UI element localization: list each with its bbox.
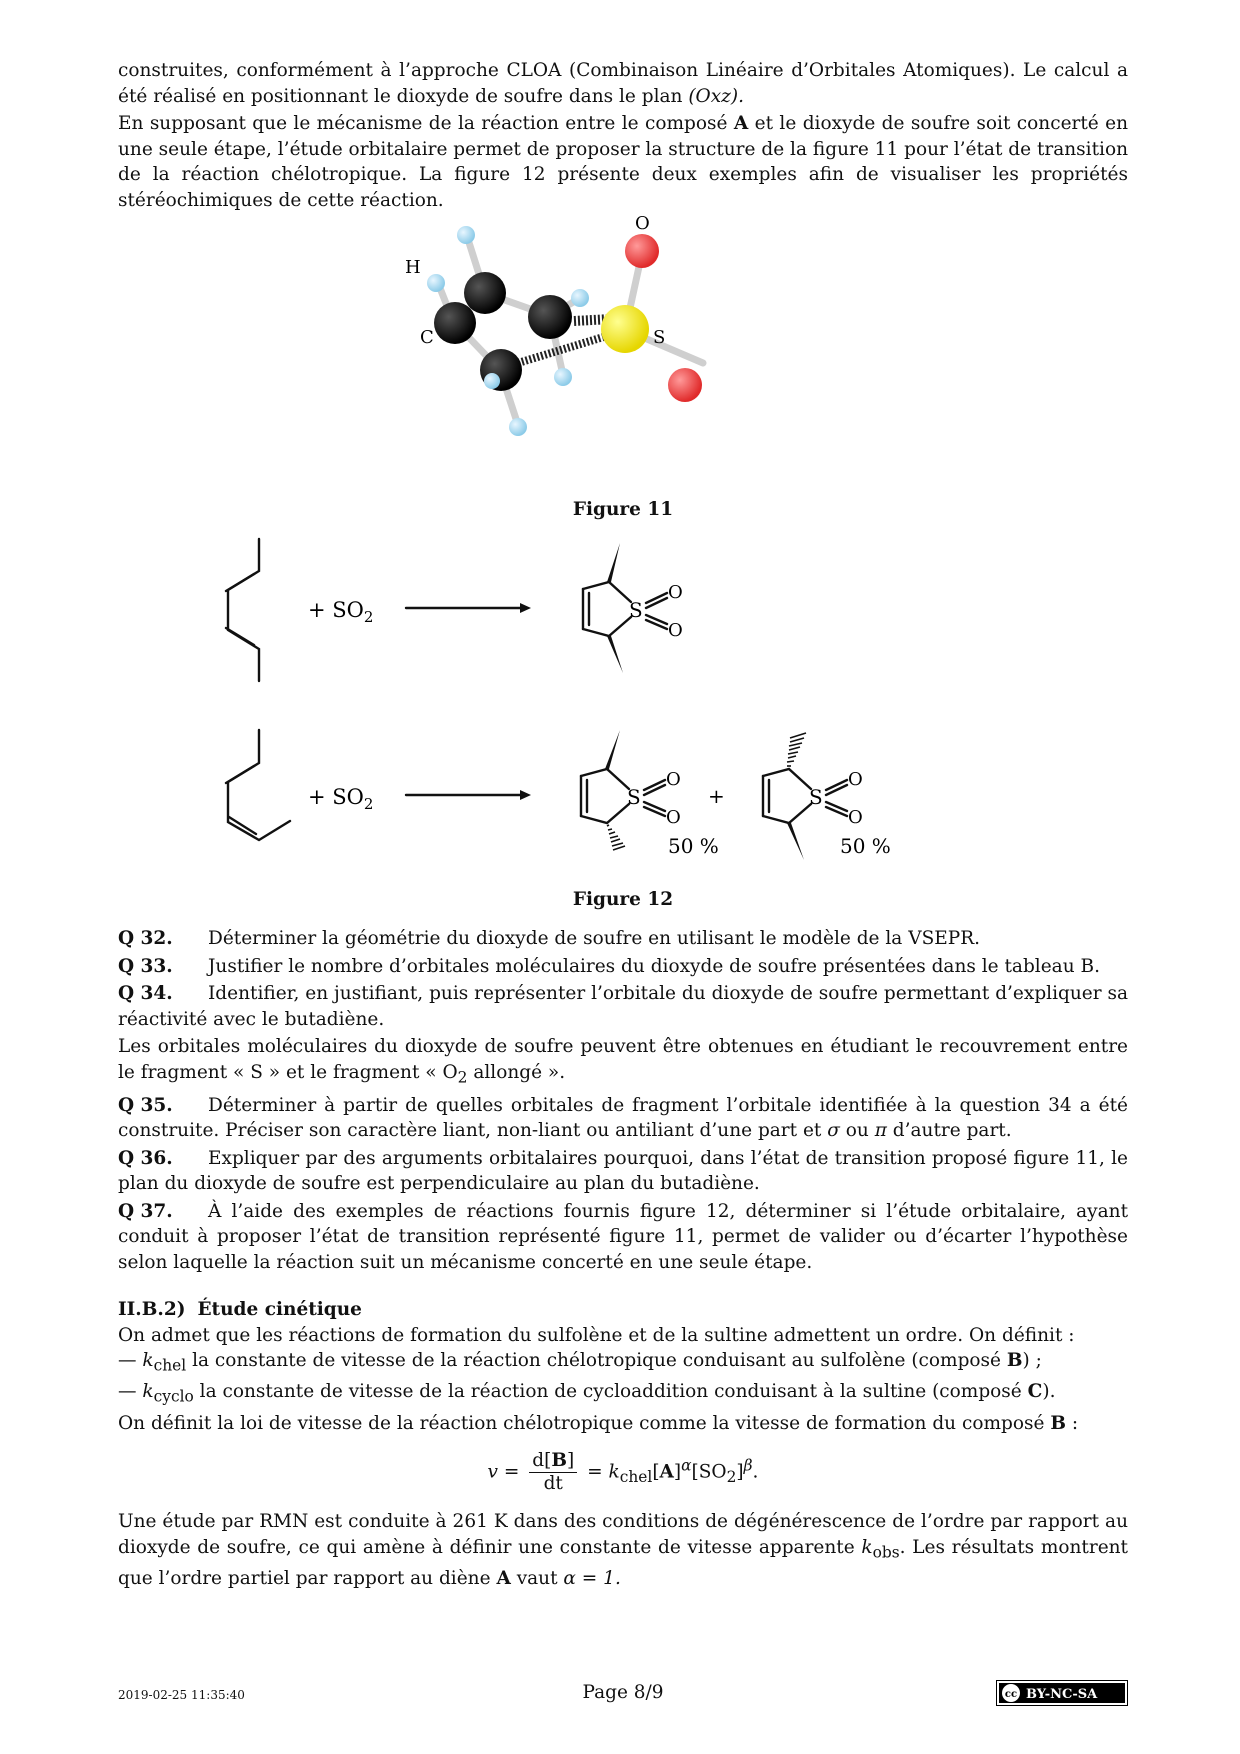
figure-12: [118, 533, 1128, 953]
sulfolene-product-2a: [581, 769, 665, 823]
question-35: Q 35. Déterminer à partir de quelles orbitales de fragment l’orbitale identifiée à la question 34 a été construite. Préciser son caractère liant, non-liant ou antiliant d’une part et σ ou π d’autre part.: [118, 1094, 1128, 1142]
yield-right: 50 %: [840, 833, 891, 858]
wedge-bond: [605, 730, 620, 769]
hydrogen-atom: [484, 373, 500, 389]
reaction-scheme: [118, 533, 1128, 893]
section-heading: II.B.2) Étude cinétique: [118, 1299, 362, 1321]
atom-O: O: [668, 619, 683, 641]
sulfolene-product-2b: [763, 769, 847, 823]
page-number: Page 8/9: [582, 1682, 664, 1703]
hash-bond: [787, 733, 806, 766]
carbon-atom: [464, 272, 506, 314]
paragraph-mechanism: En supposant que le mécanisme de la réaction entre le composé A et le dioxyde de soufre soit concerté en une seule étape, l’étude orbitalaire permet de proposer la structure de la figure 11 pour l’état de transition de la réaction chélotropique. La figure 12 présente deux exemples afin de visualiser les propriétés stéréochimiques de cette réaction.: [118, 113, 1129, 211]
arrowhead: [520, 603, 531, 613]
license-badge: [996, 1680, 1128, 1706]
atom-S: S: [809, 784, 823, 809]
definition-kcyclo: — $k_{cyclo}$ la constante de vitesse de la réaction de cycloaddition conduisant à la sultine (composé C).: [118, 1381, 1056, 1407]
sulfur-atom: [601, 305, 649, 353]
oxygen-atom: [668, 368, 702, 402]
wedge-bond: [607, 636, 623, 673]
hydrogen-atom: [427, 274, 445, 292]
so2-reagent-2: + $SO_2$: [308, 784, 374, 813]
atom-S: S: [627, 784, 641, 809]
atom-S: S: [629, 597, 643, 622]
plus-sign: +: [708, 783, 725, 808]
label-S: S: [653, 327, 666, 348]
so2-reagent-1: + $SO_2$: [308, 597, 374, 626]
license-text: BY-NC-SA: [1026, 1687, 1098, 1702]
paragraph-cloa: construites, conformément à l’approche CLOA (Combinaison Linéaire d’Orbitales Atomiques). Le calcul a été réalisé en positionnant le dioxyde de soufre dans le plan (Oxz).: [118, 60, 1128, 107]
wedge-bond: [607, 543, 620, 582]
atom-O: O: [666, 768, 681, 790]
svg-text:cc: cc: [1004, 1689, 1018, 1700]
questions-block: [118, 926, 1128, 1275]
oxygen-atom: [625, 234, 659, 268]
figure-12-caption: Figure 12: [572, 888, 674, 910]
atom-O: O: [848, 806, 863, 828]
yield-left: 50 %: [668, 833, 719, 858]
wedge-bond: [787, 823, 804, 860]
atom-O: O: [848, 768, 863, 790]
transition-state-model: [118, 213, 1128, 503]
page-content: [118, 58, 1128, 1591]
diene-ez: [226, 730, 290, 840]
rate-fraction: $\frac{d[B]}{dt}$: [529, 1450, 577, 1495]
definition-kchel: — $k_{chel}$ la constante de vitesse de la réaction chélotropique conduisant au sulfolène (composé B) ;: [118, 1350, 1042, 1375]
question-33: Q 33. Justifier le nombre d’orbitales moléculaires du dioxyde de soufre présentées dans le tableau B.: [118, 955, 1100, 977]
hydrogen-atom: [509, 418, 527, 436]
question-34: Q 34. Identifier, en justifiant, puis représenter l’orbitale du dioxyde de soufre permettant d’expliquer sa réactivité avec le butadiène.: [118, 983, 1128, 1030]
page-footer: [118, 1680, 1128, 1710]
arrowhead: [520, 790, 531, 800]
timestamp: 2019-02-25 11:35:40: [118, 1688, 245, 1702]
question-36: Q 36. Expliquer par des arguments orbitalaires pourquoi, dans l’état de transition proposé figure 11, le plan du dioxyde de soufre est perpendiculaire au plan du butadiène.: [118, 1147, 1128, 1195]
hydrogen-atom: [457, 226, 475, 244]
atom-O: O: [666, 806, 681, 828]
hydrogen-atom: [554, 368, 572, 386]
figure-11: [118, 213, 1128, 503]
sulfolene-product-1: [583, 582, 667, 636]
rate-law-intro: On définit la loi de vitesse de la réaction chélotropique comme la vitesse de formation du composé B :: [118, 1412, 1079, 1434]
figure-11-caption: Figure 11: [572, 499, 674, 520]
rate-law-equation: v = $\frac{d[B]}{dt}$ = $k_{chel}[A]^\alpha[SO_2]^\beta$.: [487, 1450, 759, 1495]
label-O: O: [635, 213, 650, 234]
question-32: Q 32. Déterminer la géométrie du dioxyde de soufre en utilisant le modèle de la VSEPR.: [118, 928, 981, 949]
hash-bond: [607, 825, 625, 850]
carbon-atom: [434, 302, 476, 344]
label-H: H: [405, 257, 421, 278]
nmr-study-paragraph: Une étude par RMN est conduite à 261 K dans des conditions de dégénérescence de l’ordre par rapport au dioxyde de soufre, ce qui amène à définir une constante de vitesse apparente $k_{obs}$. Les résultats montrent que l’ordre partiel par rapport au diène A vaut α = 1.: [118, 1511, 1128, 1589]
question-37: Q 37. À l’aide des exemples de réactions fournis figure 12, déterminer si l’étude orbitalaire, ayant conduit à proposer l’état de transition représenté figure 11, permet de valider ou d’écarter l’hypothèse selon laquelle la réaction suit un mécanisme concerté en une seule étape.: [118, 1200, 1128, 1273]
paragraph-fragments: Les orbitales moléculaires du dioxyde de soufre peuvent être obtenues en étudiant le recouvrement entre le fragment « S » et le fragment « $O_2$ allongé ».: [118, 1036, 1128, 1087]
hydrogen-atom: [571, 289, 589, 307]
diene-ee: [226, 539, 259, 681]
carbon-atom: [528, 295, 572, 339]
atom-O: O: [668, 581, 683, 603]
label-C: C: [420, 327, 434, 348]
section-intro: On admet que les réactions de formation du sulfolène et de la sultine admettent un ordre. On définit :: [118, 1324, 1075, 1346]
